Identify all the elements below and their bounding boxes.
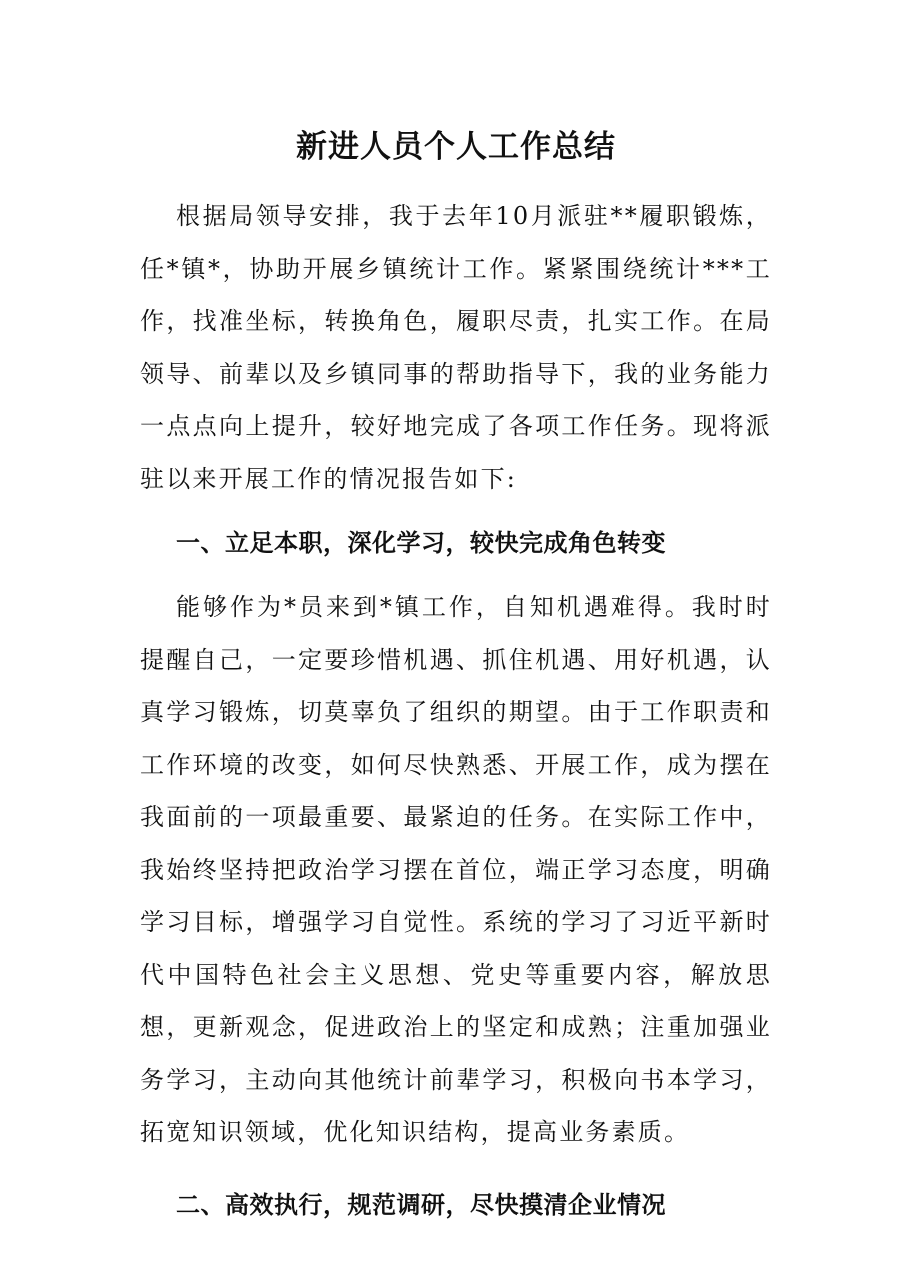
document-title: 新进人员个人工作总结 [296, 129, 616, 165]
section-heading-2: 二、高效执行，规范调研，尽快摸清企业情况 [176, 1189, 666, 1219]
section-1-paragraph: 能够作为*员来到*镇工作，自知机遇难得。我时时提醒自己，一定要珍惜机遇、抓住机遇、用好机遇，认真学习锻炼，切莫辜负了组织的期望。由于工作职责和工作环境的改变，如何尽快熟悉、开展工作，成为摆在我面前的一项最重要、最紧迫的任务。在实际工作中，我始终坚持把政治学习摆在首位，端正学习态度，明确学习目标，增强学习自觉性。系统的学习了习近平新时代中国特色社会主义思想、党史等重要内容，解放思想，更新观念，促进政治上的坚定和成熟；注重加强业务学习，主动向其他统计前辈学习，积极向书本学习，拓宽知识领域，优化知识结构，提高业务素质。 [140, 593, 772, 1146]
section-heading-1: 一、立足本职，深化学习，较快完成角色转变 [176, 528, 666, 557]
intro-paragraph: 根据局领导安排，我于去年10月派驻**履职锻炼，任*镇*，协助开展乡镇统计工作。紧紧围绕统计***工作，找准坐标，转换角色，履职尽责，扎实工作。在局领导、前辈以及乡镇同事的帮助指导下，我的业务能力一点点向上提升，较好地完成了各项工作任务。现将派驻以来开展工作的情况报告如下: [140, 202, 772, 493]
document-body [140, 118, 772, 1231]
